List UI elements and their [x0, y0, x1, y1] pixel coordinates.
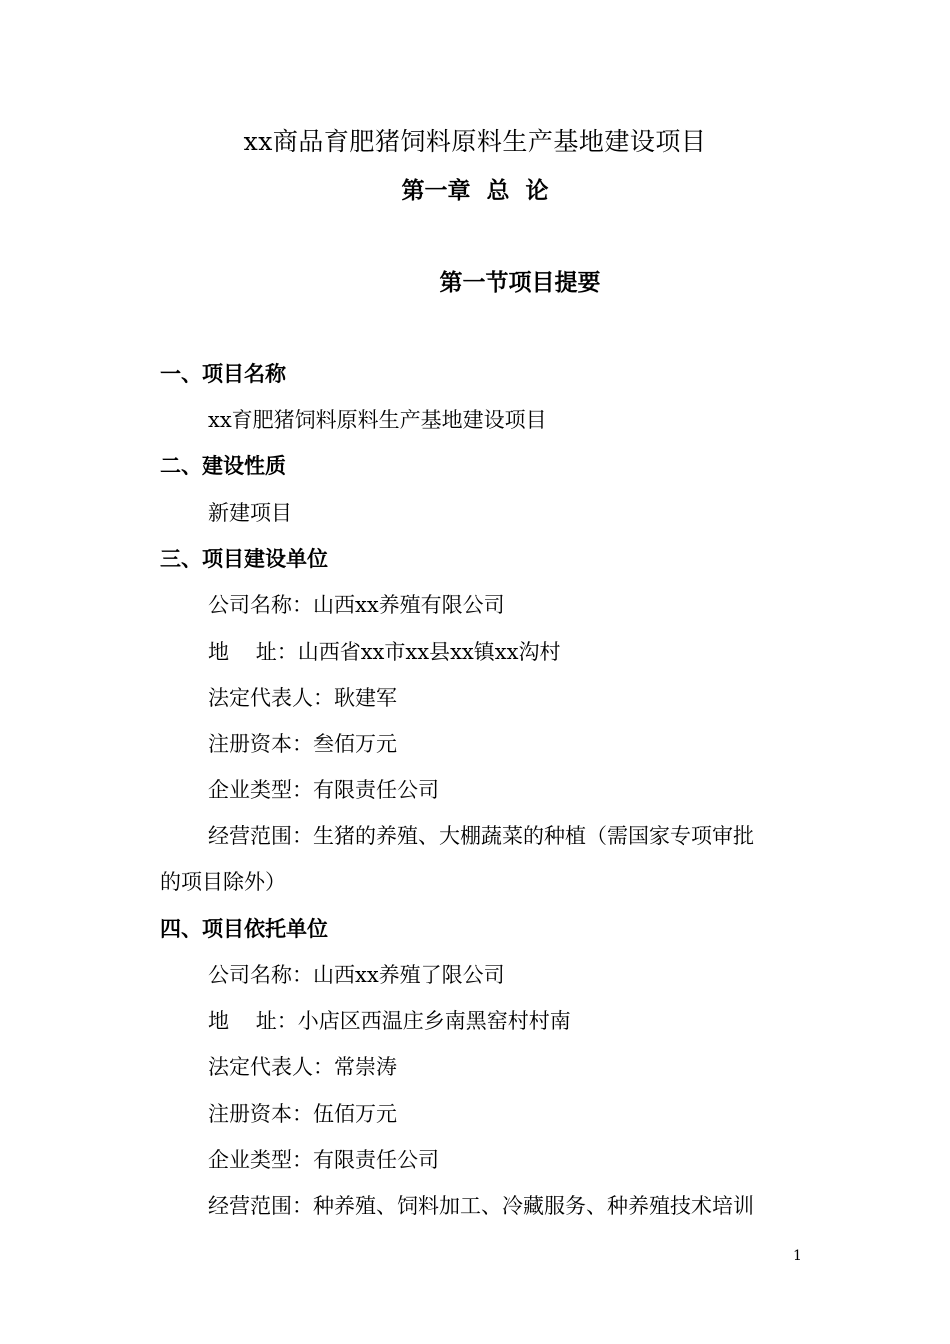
- paragraph-line: 注册资本：伍佰万元: [208, 1102, 397, 1126]
- page-number: 1: [793, 1248, 802, 1264]
- heading-supporting-unit: 四、项目依托单位: [160, 917, 328, 941]
- paragraph-line: 公司名称：山西xx养殖有限公司: [208, 593, 505, 617]
- paragraph-line: 地 址：山西省xx市xx县xx镇xx沟村: [208, 640, 561, 664]
- paragraph-line: xx育肥猪饲料原料生产基地建设项目: [208, 408, 547, 432]
- paragraph-line: 法定代表人：耿建军: [208, 686, 397, 710]
- heading-project-name: 一、项目名称: [160, 362, 286, 386]
- paragraph-continuation: 的项目除外）: [160, 870, 286, 894]
- paragraph-line: 企业类型：有限责任公司: [208, 778, 439, 802]
- section-heading: 第一节项目提要: [439, 270, 601, 296]
- paragraph-line: 法定代表人：常崇涛: [208, 1055, 397, 1079]
- paragraph-line: 新建项目: [208, 501, 292, 525]
- paragraph-line: 企业类型：有限责任公司: [208, 1148, 439, 1172]
- paragraph-line: 经营范围：生猪的养殖、大棚蔬菜的种植（需国家专项审批: [208, 824, 754, 848]
- paragraph-line: 经营范围：种养殖、饲料加工、冷藏服务、种养殖技术培训: [208, 1194, 754, 1218]
- paragraph-line: 地 址：小店区西温庄乡南黑窑村村南: [208, 1009, 571, 1033]
- paragraph-line: 公司名称：山西xx养殖了限公司: [208, 963, 505, 987]
- paragraph-line: 注册资本：叁佰万元: [208, 732, 397, 756]
- document-title: xx商品育肥猪饲料原料生产基地建设项目: [243, 127, 707, 156]
- heading-construction-unit: 三、项目建设单位: [160, 547, 328, 571]
- chapter-heading: 第一章 总 论: [401, 178, 549, 204]
- heading-construction-nature: 二、建设性质: [160, 454, 286, 478]
